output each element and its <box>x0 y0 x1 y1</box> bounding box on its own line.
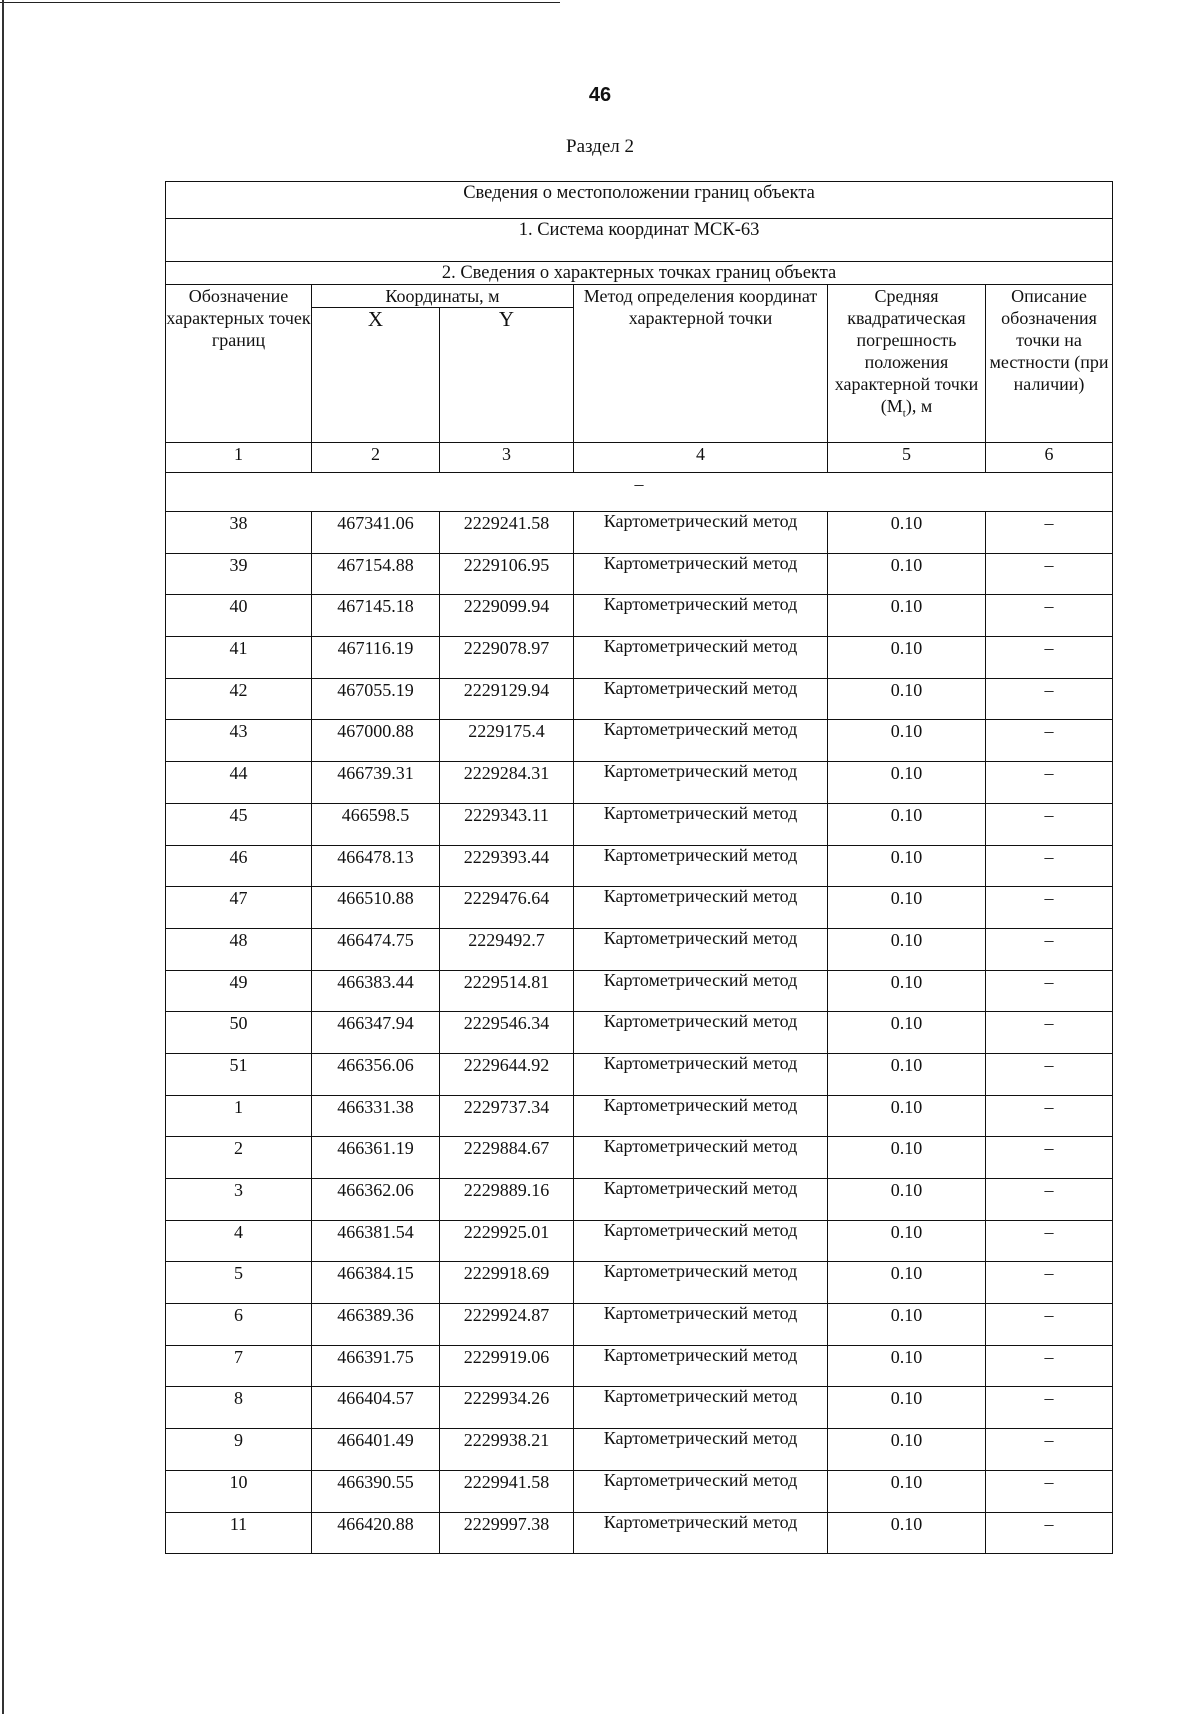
coord-x: 467341.06 <box>312 512 440 554</box>
coord-x: 466361.19 <box>312 1137 440 1179</box>
point-designation: 51 <box>166 1053 312 1095</box>
coord-y: 2229889.16 <box>440 1179 574 1221</box>
coord-y: 2229546.34 <box>440 1012 574 1054</box>
coord-x: 466598.5 <box>312 803 440 845</box>
point-designation: 39 <box>166 553 312 595</box>
point-designation: 1 <box>166 1095 312 1137</box>
table-row <box>166 1095 1113 1137</box>
coord-y: 2229343.11 <box>440 803 574 845</box>
mean-square-error: 0.10 <box>828 1304 986 1346</box>
coord-x: 466390.55 <box>312 1470 440 1512</box>
column-number-5: 5 <box>828 443 986 473</box>
method: Картометрический метод <box>574 970 828 1012</box>
point-description: – <box>986 1220 1113 1262</box>
point-designation: 11 <box>166 1512 312 1554</box>
method: Картометрический метод <box>574 637 828 679</box>
coord-x: 466331.38 <box>312 1095 440 1137</box>
method: Картометрический метод <box>574 1304 828 1346</box>
point-description: – <box>986 928 1113 970</box>
mean-square-error: 0.10 <box>828 1345 986 1387</box>
coord-y: 2229924.87 <box>440 1304 574 1346</box>
mean-square-error: 0.10 <box>828 887 986 929</box>
coord-x: 466389.36 <box>312 1304 440 1346</box>
method: Картометрический метод <box>574 1053 828 1095</box>
point-designation: 10 <box>166 1470 312 1512</box>
separator-row: – <box>166 473 1113 512</box>
coord-y: 2229644.92 <box>440 1053 574 1095</box>
table-row <box>166 1053 1113 1095</box>
coord-x: 466474.75 <box>312 928 440 970</box>
point-designation: 40 <box>166 595 312 637</box>
method: Картометрический метод <box>574 512 828 554</box>
mean-square-error: 0.10 <box>828 1053 986 1095</box>
coord-y: 2229997.38 <box>440 1512 574 1554</box>
coord-y: 2229099.94 <box>440 595 574 637</box>
coord-y: 2229476.64 <box>440 887 574 929</box>
method: Картометрический метод <box>574 595 828 637</box>
table-row <box>166 970 1113 1012</box>
point-designation: 43 <box>166 720 312 762</box>
coord-y: 2229492.7 <box>440 928 574 970</box>
point-designation: 5 <box>166 1262 312 1304</box>
mean-square-error: 0.10 <box>828 553 986 595</box>
table-row <box>166 1345 1113 1387</box>
table-row <box>166 1387 1113 1429</box>
coord-y: 2229175.4 <box>440 720 574 762</box>
coord-y: 2229934.26 <box>440 1387 574 1429</box>
table-row <box>166 1262 1113 1304</box>
table-row <box>166 845 1113 887</box>
mean-square-error: 0.10 <box>828 720 986 762</box>
point-description: – <box>986 1512 1113 1554</box>
method: Картометрический метод <box>574 1095 828 1137</box>
point-description: – <box>986 1345 1113 1387</box>
table-title: Сведения о местоположении границ объекта <box>166 182 1113 219</box>
mean-square-error: 0.10 <box>828 595 986 637</box>
table-row <box>166 1429 1113 1471</box>
boundary-points-table <box>165 181 1113 1554</box>
table-row <box>166 553 1113 595</box>
table-row <box>166 1179 1113 1221</box>
coord-x: 466478.13 <box>312 845 440 887</box>
method: Картометрический метод <box>574 1179 828 1221</box>
mean-square-error: 0.10 <box>828 762 986 804</box>
column-number-4: 4 <box>574 443 828 473</box>
column-number-2: 2 <box>312 443 440 473</box>
point-designation: 45 <box>166 803 312 845</box>
table-row <box>166 720 1113 762</box>
mean-square-error: 0.10 <box>828 970 986 1012</box>
page-number: 46 <box>588 84 612 106</box>
method: Картометрический метод <box>574 553 828 595</box>
method: Картометрический метод <box>574 845 828 887</box>
point-description: – <box>986 720 1113 762</box>
coord-x: 467154.88 <box>312 553 440 595</box>
point-description: – <box>986 1470 1113 1512</box>
point-designation: 49 <box>166 970 312 1012</box>
coordinate-system: 1. Система координат МСК-63 <box>166 219 1113 262</box>
coord-x: 467000.88 <box>312 720 440 762</box>
table-row <box>166 637 1113 679</box>
method: Картометрический метод <box>574 1470 828 1512</box>
point-description: – <box>986 970 1113 1012</box>
point-description: – <box>986 1262 1113 1304</box>
coord-y: 2229078.97 <box>440 637 574 679</box>
mean-square-error: 0.10 <box>828 1220 986 1262</box>
table-row <box>166 1220 1113 1262</box>
point-designation: 50 <box>166 1012 312 1054</box>
point-designation: 8 <box>166 1387 312 1429</box>
table-row <box>166 1304 1113 1346</box>
table-row <box>166 678 1113 720</box>
point-description: – <box>986 845 1113 887</box>
mean-square-error: 0.10 <box>828 1137 986 1179</box>
point-designation: 46 <box>166 845 312 887</box>
point-designation: 42 <box>166 678 312 720</box>
point-description: – <box>986 1179 1113 1221</box>
coord-y: 2229393.44 <box>440 845 574 887</box>
coord-y: 2229106.95 <box>440 553 574 595</box>
mean-square-error: 0.10 <box>828 512 986 554</box>
method: Картометрический метод <box>574 928 828 970</box>
table-row <box>166 1512 1113 1554</box>
coord-x: 466391.75 <box>312 1345 440 1387</box>
coord-x: 466384.15 <box>312 1262 440 1304</box>
column-number-3: 3 <box>440 443 574 473</box>
point-designation: 44 <box>166 762 312 804</box>
mean-square-error: 0.10 <box>828 803 986 845</box>
point-description: – <box>986 1304 1113 1346</box>
table-row <box>166 762 1113 804</box>
point-description: – <box>986 1012 1113 1054</box>
coord-y: 2229925.01 <box>440 1220 574 1262</box>
point-description: – <box>986 887 1113 929</box>
table-row <box>166 1012 1113 1054</box>
method: Картометрический метод <box>574 1012 828 1054</box>
method: Картометрический метод <box>574 1220 828 1262</box>
coord-y: 2229284.31 <box>440 762 574 804</box>
mean-square-error: 0.10 <box>828 1512 986 1554</box>
mean-square-error: 0.10 <box>828 1012 986 1054</box>
point-description: – <box>986 1387 1113 1429</box>
header-description: Описание обозначения точки на местности (при наличии) <box>986 285 1113 443</box>
table-row <box>166 595 1113 637</box>
header-x: X <box>312 308 440 443</box>
coord-x: 466401.49 <box>312 1429 440 1471</box>
point-designation: 48 <box>166 928 312 970</box>
table-row <box>166 928 1113 970</box>
coord-y: 2229938.21 <box>440 1429 574 1471</box>
scan-edge-top <box>0 2 560 3</box>
point-description: – <box>986 512 1113 554</box>
point-designation: 6 <box>166 1304 312 1346</box>
coord-y: 2229241.58 <box>440 512 574 554</box>
coord-y: 2229919.06 <box>440 1345 574 1387</box>
method: Картометрический метод <box>574 1137 828 1179</box>
point-designation: 4 <box>166 1220 312 1262</box>
method: Картометрический метод <box>574 1345 828 1387</box>
method: Картометрический метод <box>574 720 828 762</box>
scan-edge-left <box>2 0 4 1714</box>
method: Картометрический метод <box>574 1262 828 1304</box>
mean-square-error: 0.10 <box>828 845 986 887</box>
table-row <box>166 887 1113 929</box>
point-description: – <box>986 678 1113 720</box>
coord-x: 466383.44 <box>312 970 440 1012</box>
coord-x: 467116.19 <box>312 637 440 679</box>
coord-x: 466739.31 <box>312 762 440 804</box>
header-method: Метод определения координат характерной точки <box>574 285 828 443</box>
point-description: – <box>986 553 1113 595</box>
coord-x: 466404.57 <box>312 1387 440 1429</box>
point-designation: 9 <box>166 1429 312 1471</box>
method: Картометрический метод <box>574 1512 828 1554</box>
mean-square-error: 0.10 <box>828 1179 986 1221</box>
point-description: – <box>986 1053 1113 1095</box>
method: Картометрический метод <box>574 1429 828 1471</box>
point-designation: 47 <box>166 887 312 929</box>
section-title: Раздел 2 <box>566 136 634 157</box>
method: Картометрический метод <box>574 803 828 845</box>
point-designation: 41 <box>166 637 312 679</box>
point-description: – <box>986 1137 1113 1179</box>
coord-x: 466381.54 <box>312 1220 440 1262</box>
point-description: – <box>986 1095 1113 1137</box>
point-description: – <box>986 1429 1113 1471</box>
header-error: Средняя квадратическая погрешность положения характерной точки $(M_t)$, м <box>828 285 986 443</box>
point-designation: 2 <box>166 1137 312 1179</box>
coord-x: 466356.06 <box>312 1053 440 1095</box>
point-designation: 38 <box>166 512 312 554</box>
coord-y: 2229129.94 <box>440 678 574 720</box>
coord-y: 2229737.34 <box>440 1095 574 1137</box>
coord-x: 466420.88 <box>312 1512 440 1554</box>
method: Картометрический метод <box>574 762 828 804</box>
point-description: – <box>986 595 1113 637</box>
table-row <box>166 1470 1113 1512</box>
coord-y: 2229884.67 <box>440 1137 574 1179</box>
mean-square-error: 0.10 <box>828 1429 986 1471</box>
mean-square-error: 0.10 <box>828 678 986 720</box>
point-description: – <box>986 803 1113 845</box>
coord-y: 2229514.81 <box>440 970 574 1012</box>
method: Картометрический метод <box>574 1387 828 1429</box>
mean-square-error: 0.10 <box>828 1262 986 1304</box>
header-designation: Обозначение характерных точек границ <box>166 285 312 443</box>
header-y: Y <box>440 308 574 443</box>
table-row <box>166 512 1113 554</box>
coord-x: 466347.94 <box>312 1012 440 1054</box>
coord-y: 2229918.69 <box>440 1262 574 1304</box>
mean-square-error: 0.10 <box>828 1470 986 1512</box>
point-designation: 3 <box>166 1179 312 1221</box>
point-description: – <box>986 637 1113 679</box>
column-number-6: 6 <box>986 443 1113 473</box>
method: Картометрический метод <box>574 887 828 929</box>
header-coordinates: Координаты, м <box>312 285 574 308</box>
column-number-1: 1 <box>166 443 312 473</box>
coord-x: 467055.19 <box>312 678 440 720</box>
points-heading: 2. Сведения о характерных точках границ объекта <box>166 262 1113 285</box>
point-description: – <box>986 762 1113 804</box>
method: Картометрический метод <box>574 678 828 720</box>
coord-x: 467145.18 <box>312 595 440 637</box>
mean-square-error: 0.10 <box>828 1095 986 1137</box>
table-row <box>166 1137 1113 1179</box>
mean-square-error: 0.10 <box>828 637 986 679</box>
coord-y: 2229941.58 <box>440 1470 574 1512</box>
mean-square-error: 0.10 <box>828 928 986 970</box>
mean-square-error: 0.10 <box>828 1387 986 1429</box>
point-designation: 7 <box>166 1345 312 1387</box>
coord-x: 466510.88 <box>312 887 440 929</box>
coord-x: 466362.06 <box>312 1179 440 1221</box>
table-row <box>166 803 1113 845</box>
